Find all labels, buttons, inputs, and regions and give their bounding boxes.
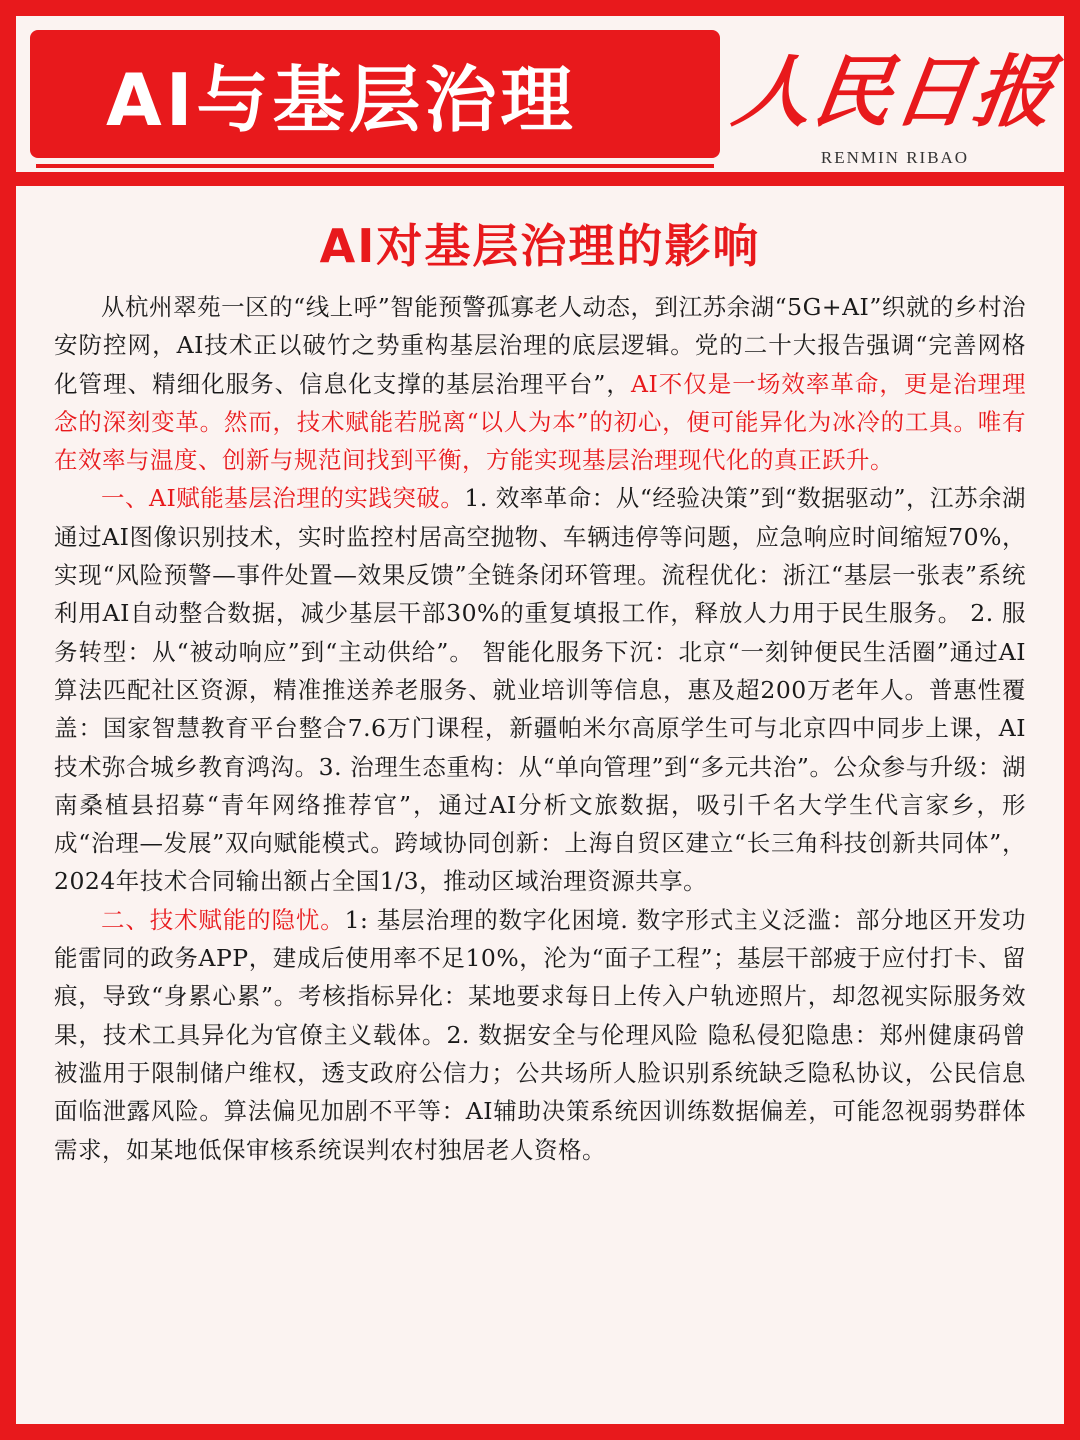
newspaper-logo	[727, 22, 1061, 182]
intro-highlight: AI不仅是一场效率革命，更是治理理念的深刻变革。然而，技术赋能若脱离“以人为本”的初心，便可能异化为冰冷的工具。唯有在效率与温度、创新与规范间找到平衡，方能实现基层治理现代化的真正跃升。	[54, 369, 1026, 475]
article-body	[54, 288, 1026, 1169]
logo-chinese: 人民日报	[727, 47, 1061, 138]
section1-heading: 一、AI赋能基层治理的实践突破。	[101, 484, 465, 513]
header-divider	[16, 172, 1064, 186]
header-banner	[30, 30, 720, 158]
intro-text: 从杭州翠苑一区的“线上呼”智能预警孤寡老人动态，到江苏余湖“5G+AI”织就的乡村治安防控网，AI技术正以破竹之势重构基层治理的底层逻辑。党的二十大报告强调“完善网格化管理、精细化服务、信息化支撑的基层治理平台”，	[54, 293, 1026, 398]
article-title: AI对基层治理的影响	[319, 219, 761, 273]
logo-pinyin: RENMIN RIBAO	[820, 148, 970, 167]
section1-text: 1. 效率革命：从“经验决策”到“数据驱动”，江苏余湖通过AI图像识别技术，实时监控村居高空抛物、车辆违停等问题，应急响应时间缩短70%，实现“风险预警—事件处置—效果反馈”全链条闭环管理。流程优化：浙江“基层一张表”系统利用AI自动整合数据，减少基层干部30%的重复填报工作，释放人力用于民生服务。 2. 服务转型：从“被动响应”到“主动供给”。 智能化服务下沉：北京“一刻钟便民生活圈”通过AI算法匹配社区资源，精准推送养老服务、就业培训等信息，惠及超200万老年人。普惠性覆盖：国家智慧教育平台整合7.6万门课程，新疆帕米尔高原学生可与北京四中同步上课，AI技术弥合城乡教育鸿沟。3. 治理生态重构：从“单向管理”到“多元共治”。公众参与升级：湖南桑植县招募“青年网络推荐官”，通过AI分析文旅数据，吸引千名大学生代言家乡，形成“治理—发展”双向赋能模式。跨域协同创新：上海自贸区建立“长三角科技创新共同体”，2024年技术合同输出额占全国1/3，推动区域治理资源共享。	[54, 484, 1026, 896]
section2-text: 1: 基层治理的数字化困境. 数字形式主义泛滥：部分地区开发功能雷同的政务APP，建成后使用率不足10%，沦为“面子工程”；基层干部疲于应付打卡、留痕，导致“身累心累”。考核指标异化：某地要求每日上传入户轨迹照片，却忽视实际服务效果，技术工具异化为官僚主义载体。2. 数据安全与伦理风险 隐私侵犯隐患：郑州健康码曾被滥用于限制储户维权，透支政府公信力；公共场所人脸识别系统缺乏隐私协议，公民信息面临泄露风险。算法偏见加剧不平等：AI辅助决策系统因训练数据偏差，可能忽视弱势群体需求，如某地低保审核系统误判农村独居老人资格。	[54, 905, 1027, 1164]
section2-paragraph	[54, 901, 1026, 1169]
section1-paragraph	[54, 479, 1026, 900]
intro-paragraph	[54, 288, 1026, 479]
section2-heading: 二、技术赋能的隐忧。	[101, 905, 345, 934]
banner-title: AI与基层治理	[106, 58, 577, 142]
